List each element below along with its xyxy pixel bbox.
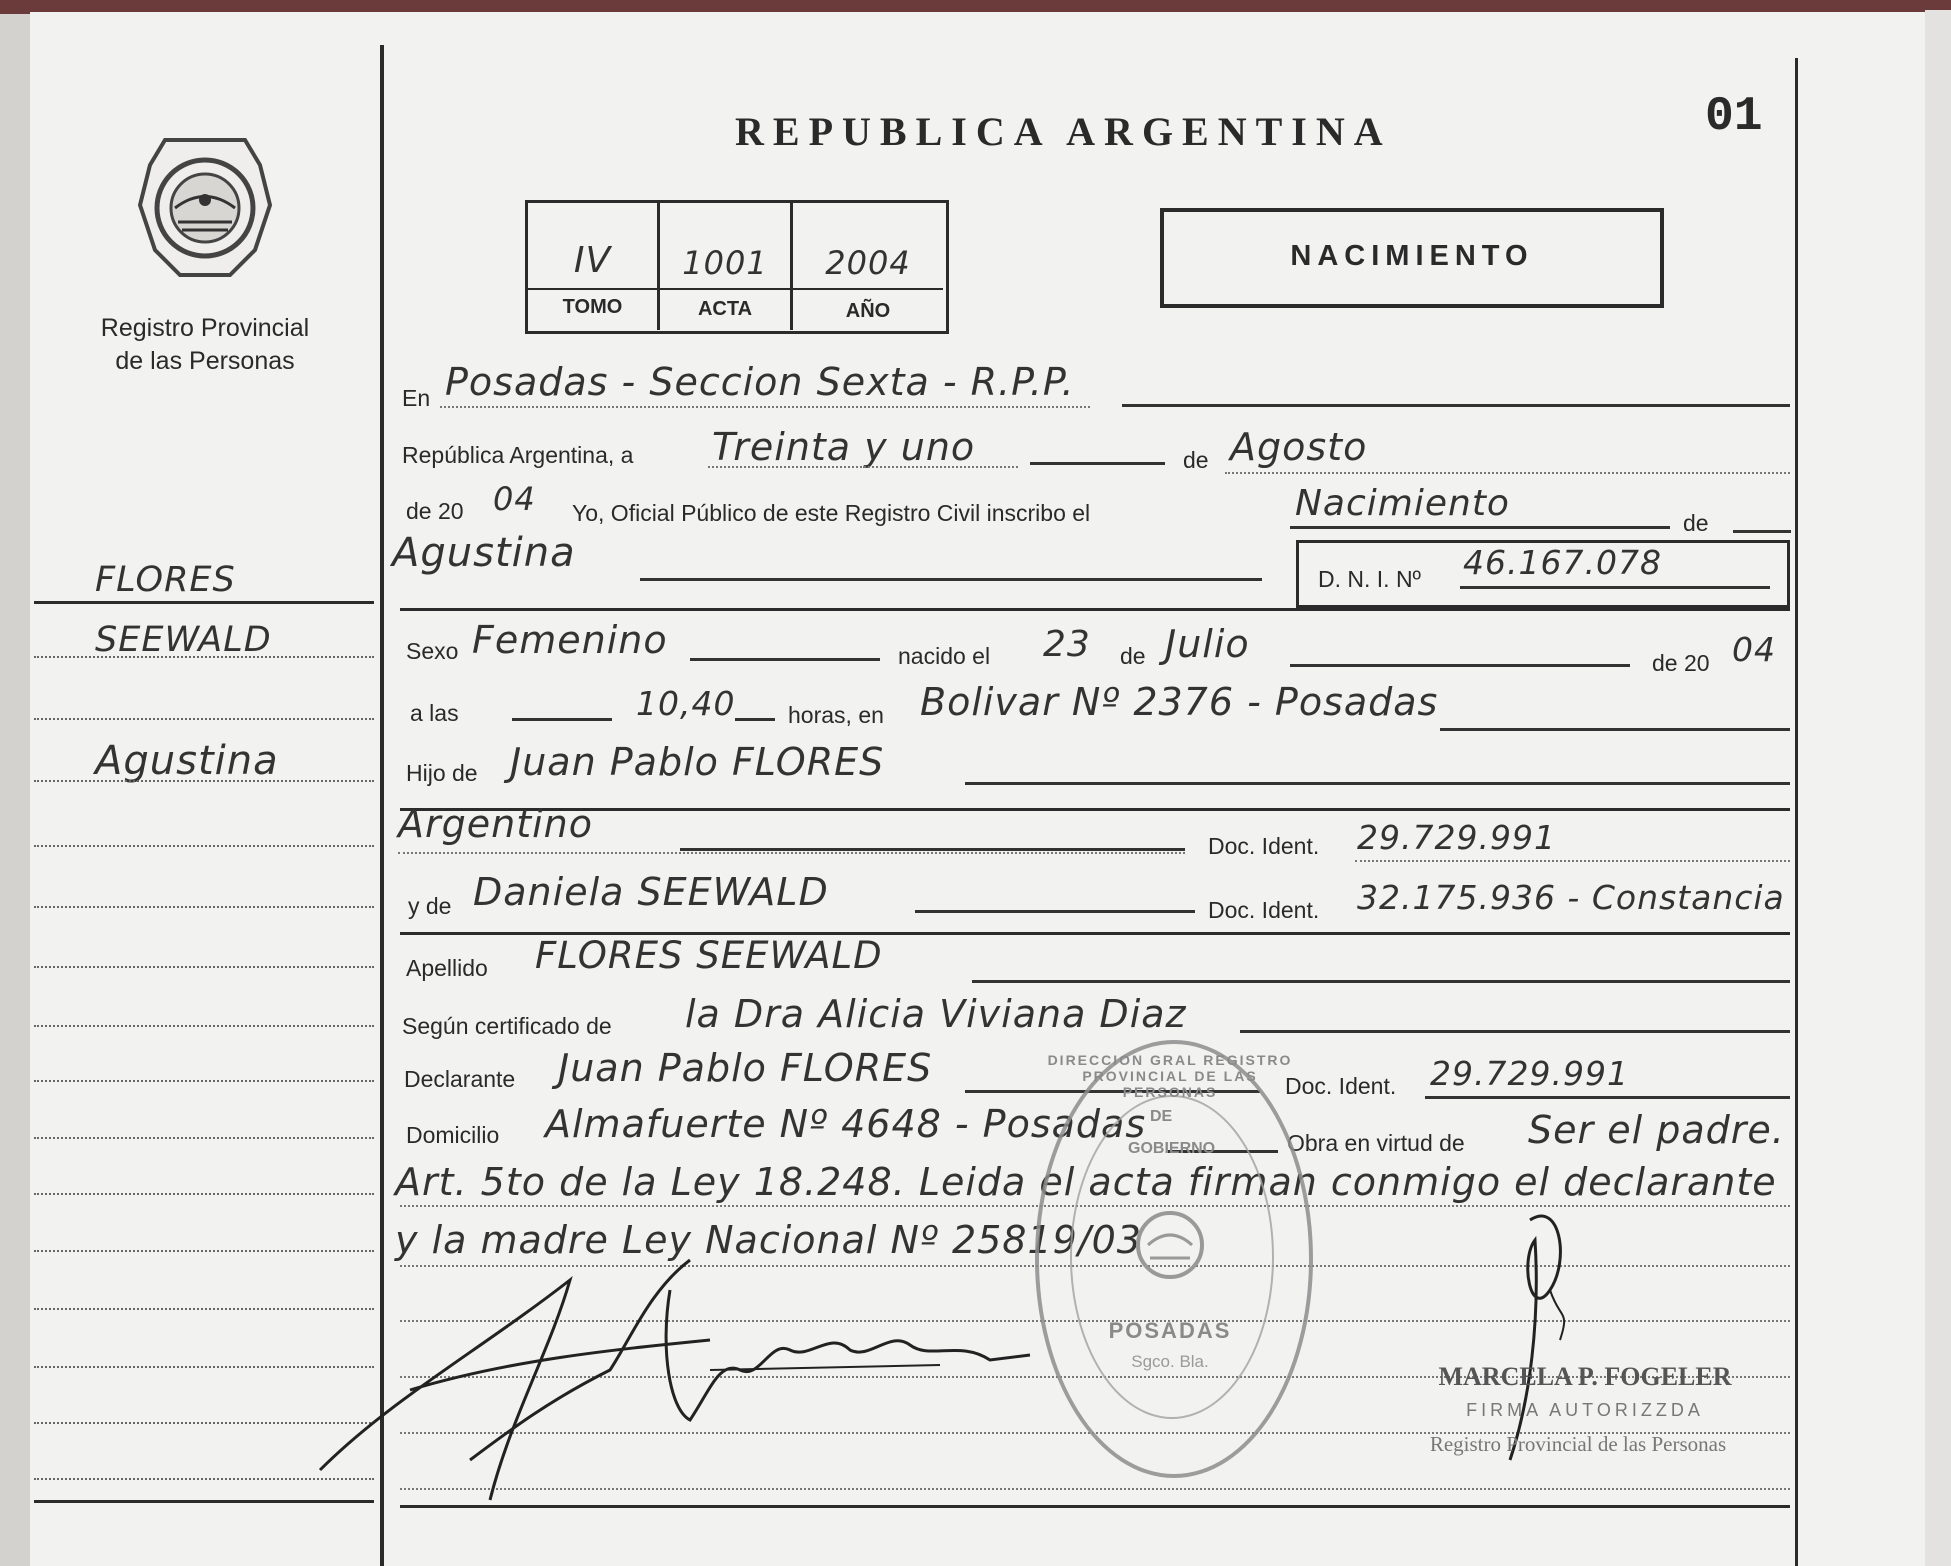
- underline: [1240, 1030, 1790, 1033]
- underline: [1122, 404, 1790, 407]
- ano-value: 2004: [825, 244, 911, 282]
- father-name-value: Juan Pablo FLORES: [510, 740, 885, 784]
- stamp-sub: Sgco. Bla.: [1131, 1352, 1209, 1371]
- registry-title-line1: Registro Provincial: [100, 314, 310, 342]
- stub-rule: [34, 1137, 374, 1139]
- margin-surname-2: SEEWALD: [95, 620, 272, 660]
- en-label: En: [402, 385, 431, 411]
- alas-label: a las: [410, 700, 459, 726]
- nacido-label: nacido el: [898, 643, 991, 669]
- father-nationality-value: Argentino: [398, 802, 593, 846]
- underline: [1733, 530, 1791, 533]
- day-words-value: Treinta y uno: [712, 425, 976, 469]
- sexo-value: Femenino: [472, 618, 668, 662]
- underline: [1425, 1096, 1790, 1099]
- sexo-label: Sexo: [406, 638, 459, 664]
- dni-label: D. N. I. Nº: [1318, 566, 1421, 592]
- folio-number: 01: [1705, 90, 1763, 144]
- birth-time-value: 10,40: [636, 684, 736, 723]
- tomo-label: TOMO: [562, 296, 623, 318]
- stub-rule: [34, 1025, 374, 1027]
- place-value: Posadas - Seccion Sexta - R.P.P.: [445, 360, 1075, 404]
- underline: [680, 848, 1185, 851]
- stub-rule: [34, 1193, 374, 1195]
- section-rule: [400, 808, 1790, 811]
- doc-ident-label-declarante: Doc. Ident.: [1285, 1073, 1397, 1099]
- stub-rule: [34, 718, 374, 720]
- obra-value: Ser el padre.: [1528, 1108, 1785, 1152]
- official-office: Registro Provincial de las Personas: [1429, 1432, 1727, 1456]
- mother-doc-value: 32.175.936 - Constancia: [1357, 878, 1785, 917]
- dotted-rule: [708, 466, 1018, 468]
- underline: [640, 578, 1262, 581]
- stub-rule: [34, 1080, 374, 1082]
- segun-label: Según certificado de: [402, 1013, 612, 1039]
- declarante-doc-value: 29.729.991: [1430, 1054, 1629, 1093]
- registry-title-line2: de las Personas: [115, 347, 295, 375]
- underline: [1290, 664, 1630, 667]
- record-box-rule: [528, 288, 943, 290]
- republica-label: República Argentina, a: [402, 442, 634, 468]
- yde-label: y de: [408, 893, 452, 919]
- underline: [1290, 526, 1670, 529]
- official-role: FIRMA AUTORIZZDA: [1466, 1400, 1704, 1420]
- margin-divider: [34, 601, 374, 604]
- act-value: Nacimiento: [1295, 483, 1510, 524]
- stamp-ring-text: DIRECCION GRAL REGISTRO PROVINCIAL DE LAS PERSONAS: [1047, 1052, 1293, 1100]
- birth-place-value: Bolivar Nº 2376 - Posadas: [920, 680, 1439, 724]
- certificado-value: la Dra Alicia Viviana Diaz: [685, 992, 1187, 1036]
- birth-month-value: Julio: [1165, 622, 1250, 666]
- apellido-value: FLORES SEEWALD: [535, 934, 883, 977]
- act-type: NACIMIENTO: [1290, 240, 1534, 272]
- de-label-3: de: [1120, 643, 1146, 669]
- tomo-value: IV: [573, 240, 612, 281]
- stamp-emblem-icon: [1130, 1200, 1210, 1290]
- apellido-label: Apellido: [406, 955, 488, 981]
- domicilio-value: Almafuerte Nº 4648 - Posadas: [545, 1102, 1147, 1146]
- dotted-rule: [398, 852, 1185, 854]
- stamp-city: POSADAS: [1108, 1318, 1232, 1343]
- underline: [512, 718, 612, 721]
- registry-title: [70, 312, 340, 378]
- dotted-rule: [1225, 472, 1790, 474]
- year-suffix-value: 04: [493, 480, 536, 518]
- underline: [915, 910, 1195, 913]
- stub-rule: [34, 780, 374, 782]
- observation-line-2: y la madre Ley Nacional Nº 25819/03: [395, 1218, 1142, 1262]
- acta-value: 1001: [682, 244, 768, 282]
- de-label-2: de: [1683, 510, 1709, 536]
- mother-signature-icon: [660, 1270, 1040, 1440]
- child-name-value: Agustina: [392, 530, 576, 576]
- yo-text: Yo, Oficial Público de este Registro Civil inscribo el: [572, 500, 1091, 526]
- birth-year-suffix-value: 04: [1732, 630, 1776, 669]
- acta-label: ACTA: [697, 298, 753, 320]
- hijo-label: Hijo de: [406, 760, 478, 786]
- official-name: MARCELA P. FOGELER: [1438, 1362, 1732, 1391]
- domicilio-label: Domicilio: [406, 1122, 500, 1148]
- ano-label: AÑO: [845, 300, 891, 322]
- underline: [690, 658, 880, 661]
- doc-ident-label-father: Doc. Ident.: [1208, 833, 1320, 859]
- obra-label: Obra en virtud de: [1287, 1130, 1465, 1156]
- underline: [965, 782, 1790, 785]
- father-doc-value: 29.729.991: [1357, 818, 1556, 857]
- declarante-value: Juan Pablo FLORES: [558, 1046, 933, 1090]
- dotted-rule: [1355, 860, 1790, 862]
- underline: [1030, 462, 1165, 465]
- country-title: REPUBLICA ARGENTINA: [735, 109, 1392, 154]
- stub-rule: [34, 966, 374, 968]
- underline: [972, 980, 1790, 983]
- book-edge-right: [1925, 10, 1951, 1566]
- dotted-rule: [440, 406, 1090, 408]
- stub-rule: [34, 906, 374, 908]
- stamp-gobierno: GOBIERNO: [1128, 1140, 1216, 1157]
- birth-day-value: 23: [1043, 624, 1091, 665]
- de20-label-2: de 20: [1652, 650, 1710, 676]
- stub-rule: [34, 656, 374, 658]
- stub-rule: [34, 845, 374, 847]
- official-signature-icon: [1490, 1200, 1590, 1470]
- section-rule: [400, 608, 1790, 611]
- declarante-label: Declarante: [404, 1066, 516, 1092]
- margin-surname-1: FLORES: [95, 560, 236, 600]
- right-border: [1795, 58, 1798, 1566]
- book-spine-left: [0, 14, 30, 1566]
- underline: [1440, 728, 1790, 731]
- month-value: Agosto: [1230, 425, 1368, 469]
- underline: [1460, 586, 1770, 589]
- observation-line-1: Art. 5to de la Ley 18.248. Leida el acta firman conmigo el declarante: [395, 1160, 1777, 1204]
- stamp-de: DE: [1150, 1108, 1173, 1125]
- mother-name-value: Daniela SEEWALD: [473, 870, 829, 914]
- horas-label: horas, en: [788, 702, 884, 728]
- de-label: de: [1183, 447, 1209, 473]
- doc-ident-label-mother: Doc. Ident.: [1208, 897, 1320, 923]
- de20-label: de 20: [406, 498, 464, 524]
- provincial-seal-icon: [130, 130, 280, 285]
- underline: [735, 718, 775, 721]
- dni-value: 46.167.078: [1463, 543, 1662, 582]
- margin-given-name: Agustina: [95, 738, 279, 784]
